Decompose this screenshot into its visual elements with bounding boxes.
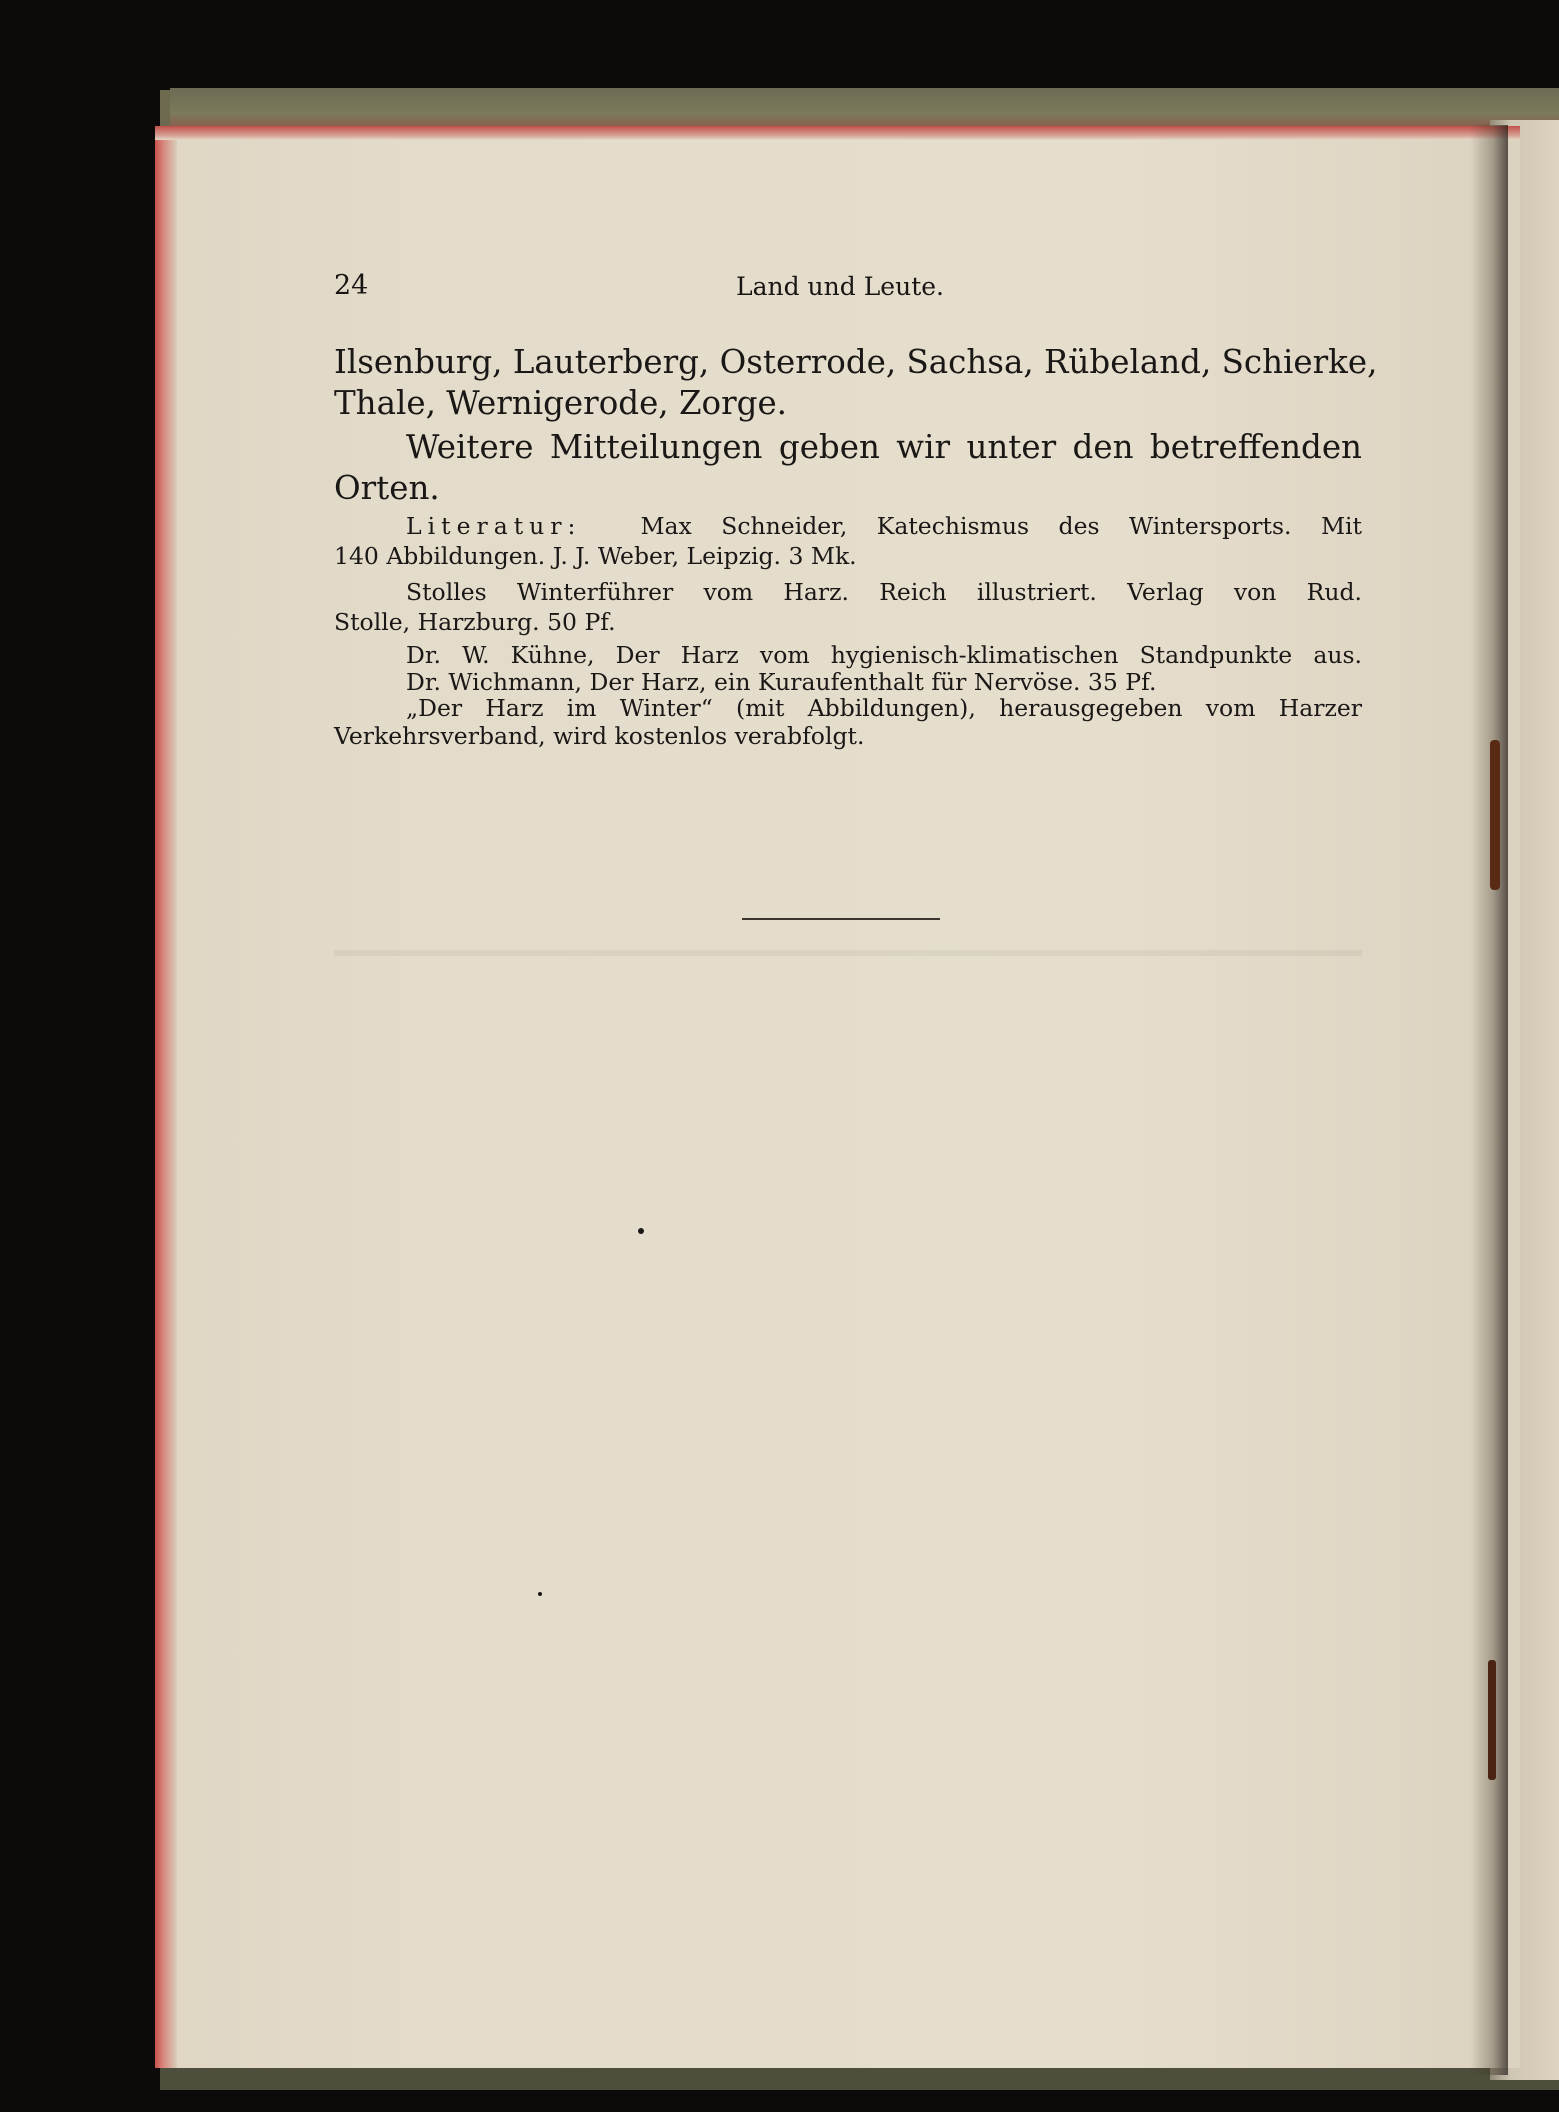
stain-mark <box>1488 1660 1496 1780</box>
page-gutter-shadow <box>1470 125 1508 2075</box>
running-title: Land und Leute. <box>736 272 944 301</box>
literature-line: 140 Abbildungen. J. J. Weber, Leipzig. 3 Mk. <box>334 542 857 570</box>
section-divider <box>742 918 940 920</box>
page-red-edge-left <box>155 128 177 2068</box>
literature-line <box>406 512 1362 540</box>
page-red-edge-top <box>155 126 1520 140</box>
page-number: 24 <box>334 270 369 301</box>
literature-entry: Max Schneider, Katechismus des Wintersports. Mit <box>640 512 1363 540</box>
literature-line: Stolle, Harzburg. 50 Pf. <box>334 608 616 636</box>
body-line: Ilsenburg, Lauterberg, Osterrode, Sachsa, Rübeland, Schierke, <box>334 343 1378 381</box>
body-line: Weitere Mitteilungen geben wir unter den betreffenden <box>406 428 1362 466</box>
literature-label: Literatur: <box>406 512 582 540</box>
body-line: Orten. <box>334 469 440 507</box>
speck <box>538 1592 542 1596</box>
literature-line: „Der Harz im Winter“ (mit Abbildungen), herausgegeben vom Harzer <box>406 694 1362 722</box>
stain-mark <box>1490 740 1500 890</box>
body-line: Thale, Wernigerode, Zorge. <box>334 384 788 422</box>
literature-line: Stolles Winterführer vom Harz. Reich illustriert. Verlag von Rud. <box>406 578 1362 606</box>
book-cover-top-edge <box>170 88 1559 130</box>
literature-line: Dr. W. Kühne, Der Harz vom hygienisch-klimatischen Standpunkte aus. <box>406 641 1362 669</box>
show-through <box>334 950 1362 956</box>
literature-line: Dr. Wichmann, Der Harz, ein Kuraufenthalt für Nervöse. 35 Pf. <box>406 668 1157 696</box>
speck <box>638 1228 644 1234</box>
literature-line: Verkehrsverband, wird kostenlos verabfolgt. <box>334 722 865 750</box>
